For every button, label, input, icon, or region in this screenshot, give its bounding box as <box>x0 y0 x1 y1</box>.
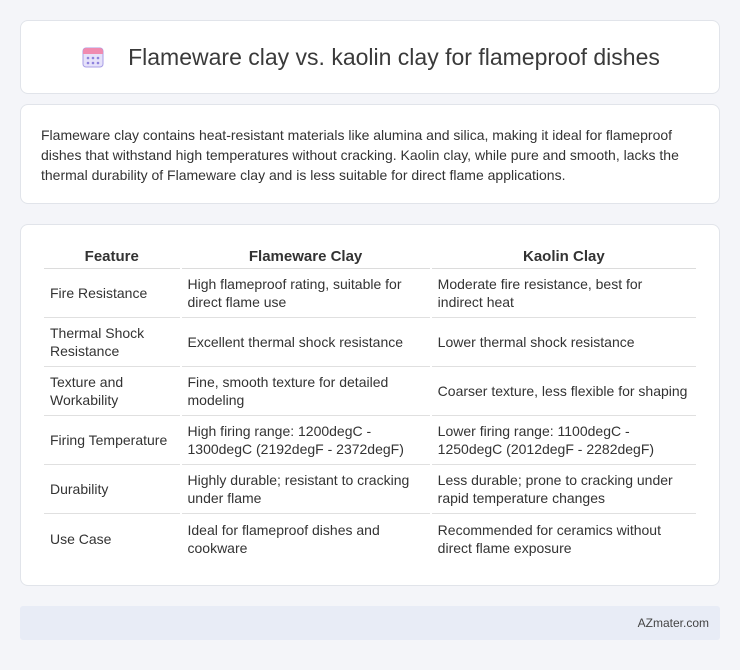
header-kaolin-clay: Kaolin Clay <box>432 247 696 269</box>
table-row <box>44 465 696 514</box>
feature-cell: Texture and Workability <box>44 367 180 416</box>
feature-cell: Durability <box>44 465 180 514</box>
header-feature: Feature <box>44 247 180 269</box>
summary-text: Flameware clay contains heat-resistant materials like alumina and silica, making it ideal for flameproof dishes that withstand high temperatures without cracking. Kaolin clay, while pure and smooth, lacks the thermal durability of Flameware clay and is less suitable for direct flame applications. <box>41 127 679 183</box>
table-row <box>44 514 696 563</box>
feature-cell: Use Case <box>50 530 112 547</box>
title-card <box>20 20 720 94</box>
kaolin-cell: Recommended for ceramics without direct flame exposure <box>437 521 661 556</box>
table-row <box>44 416 696 465</box>
kaolin-cell: Lower firing range: 1100degC - 1250degC (2012degF - 2282degF) <box>432 416 696 465</box>
flameware-cell: High flameproof rating, suitable for direct flame use <box>182 269 430 318</box>
page-title: Flameware clay vs. kaolin clay for flameproof dishes <box>128 43 660 70</box>
table-row <box>44 318 696 367</box>
footer-source-link[interactable]: AZmater.com <box>637 616 709 630</box>
header-flameware-clay: Flameware Clay <box>182 247 430 269</box>
feature-cell: Firing Temperature <box>44 416 180 465</box>
feature-cell: Thermal Shock Resistance <box>44 318 180 367</box>
table-row <box>44 269 696 318</box>
flameware-cell: Excellent thermal shock resistance <box>182 318 430 367</box>
table-row <box>44 367 696 416</box>
flameware-cell: Fine, smooth texture for detailed modeling <box>182 367 430 416</box>
summary-card <box>20 104 720 204</box>
table-header-row <box>44 247 696 269</box>
feature-cell: Fire Resistance <box>44 269 180 318</box>
kaolin-cell: Coarser texture, less flexible for shaping <box>432 367 696 416</box>
comparison-table-card <box>20 224 720 586</box>
comparison-table <box>42 247 698 563</box>
flameware-cell: High firing range: 1200degC - 1300degC (2192degF - 2372degF) <box>182 416 430 465</box>
calendar-icon <box>80 44 106 70</box>
flameware-cell: Highly durable; resistant to cracking under flame <box>182 465 430 514</box>
kaolin-cell: Moderate fire resistance, best for indirect heat <box>432 269 696 318</box>
kaolin-cell: Lower thermal shock resistance <box>432 318 696 367</box>
flameware-cell: Ideal for flameproof dishes and cookware <box>187 521 380 556</box>
kaolin-cell: Less durable; prone to cracking under rapid temperature changes <box>432 465 696 514</box>
footer <box>20 606 720 640</box>
